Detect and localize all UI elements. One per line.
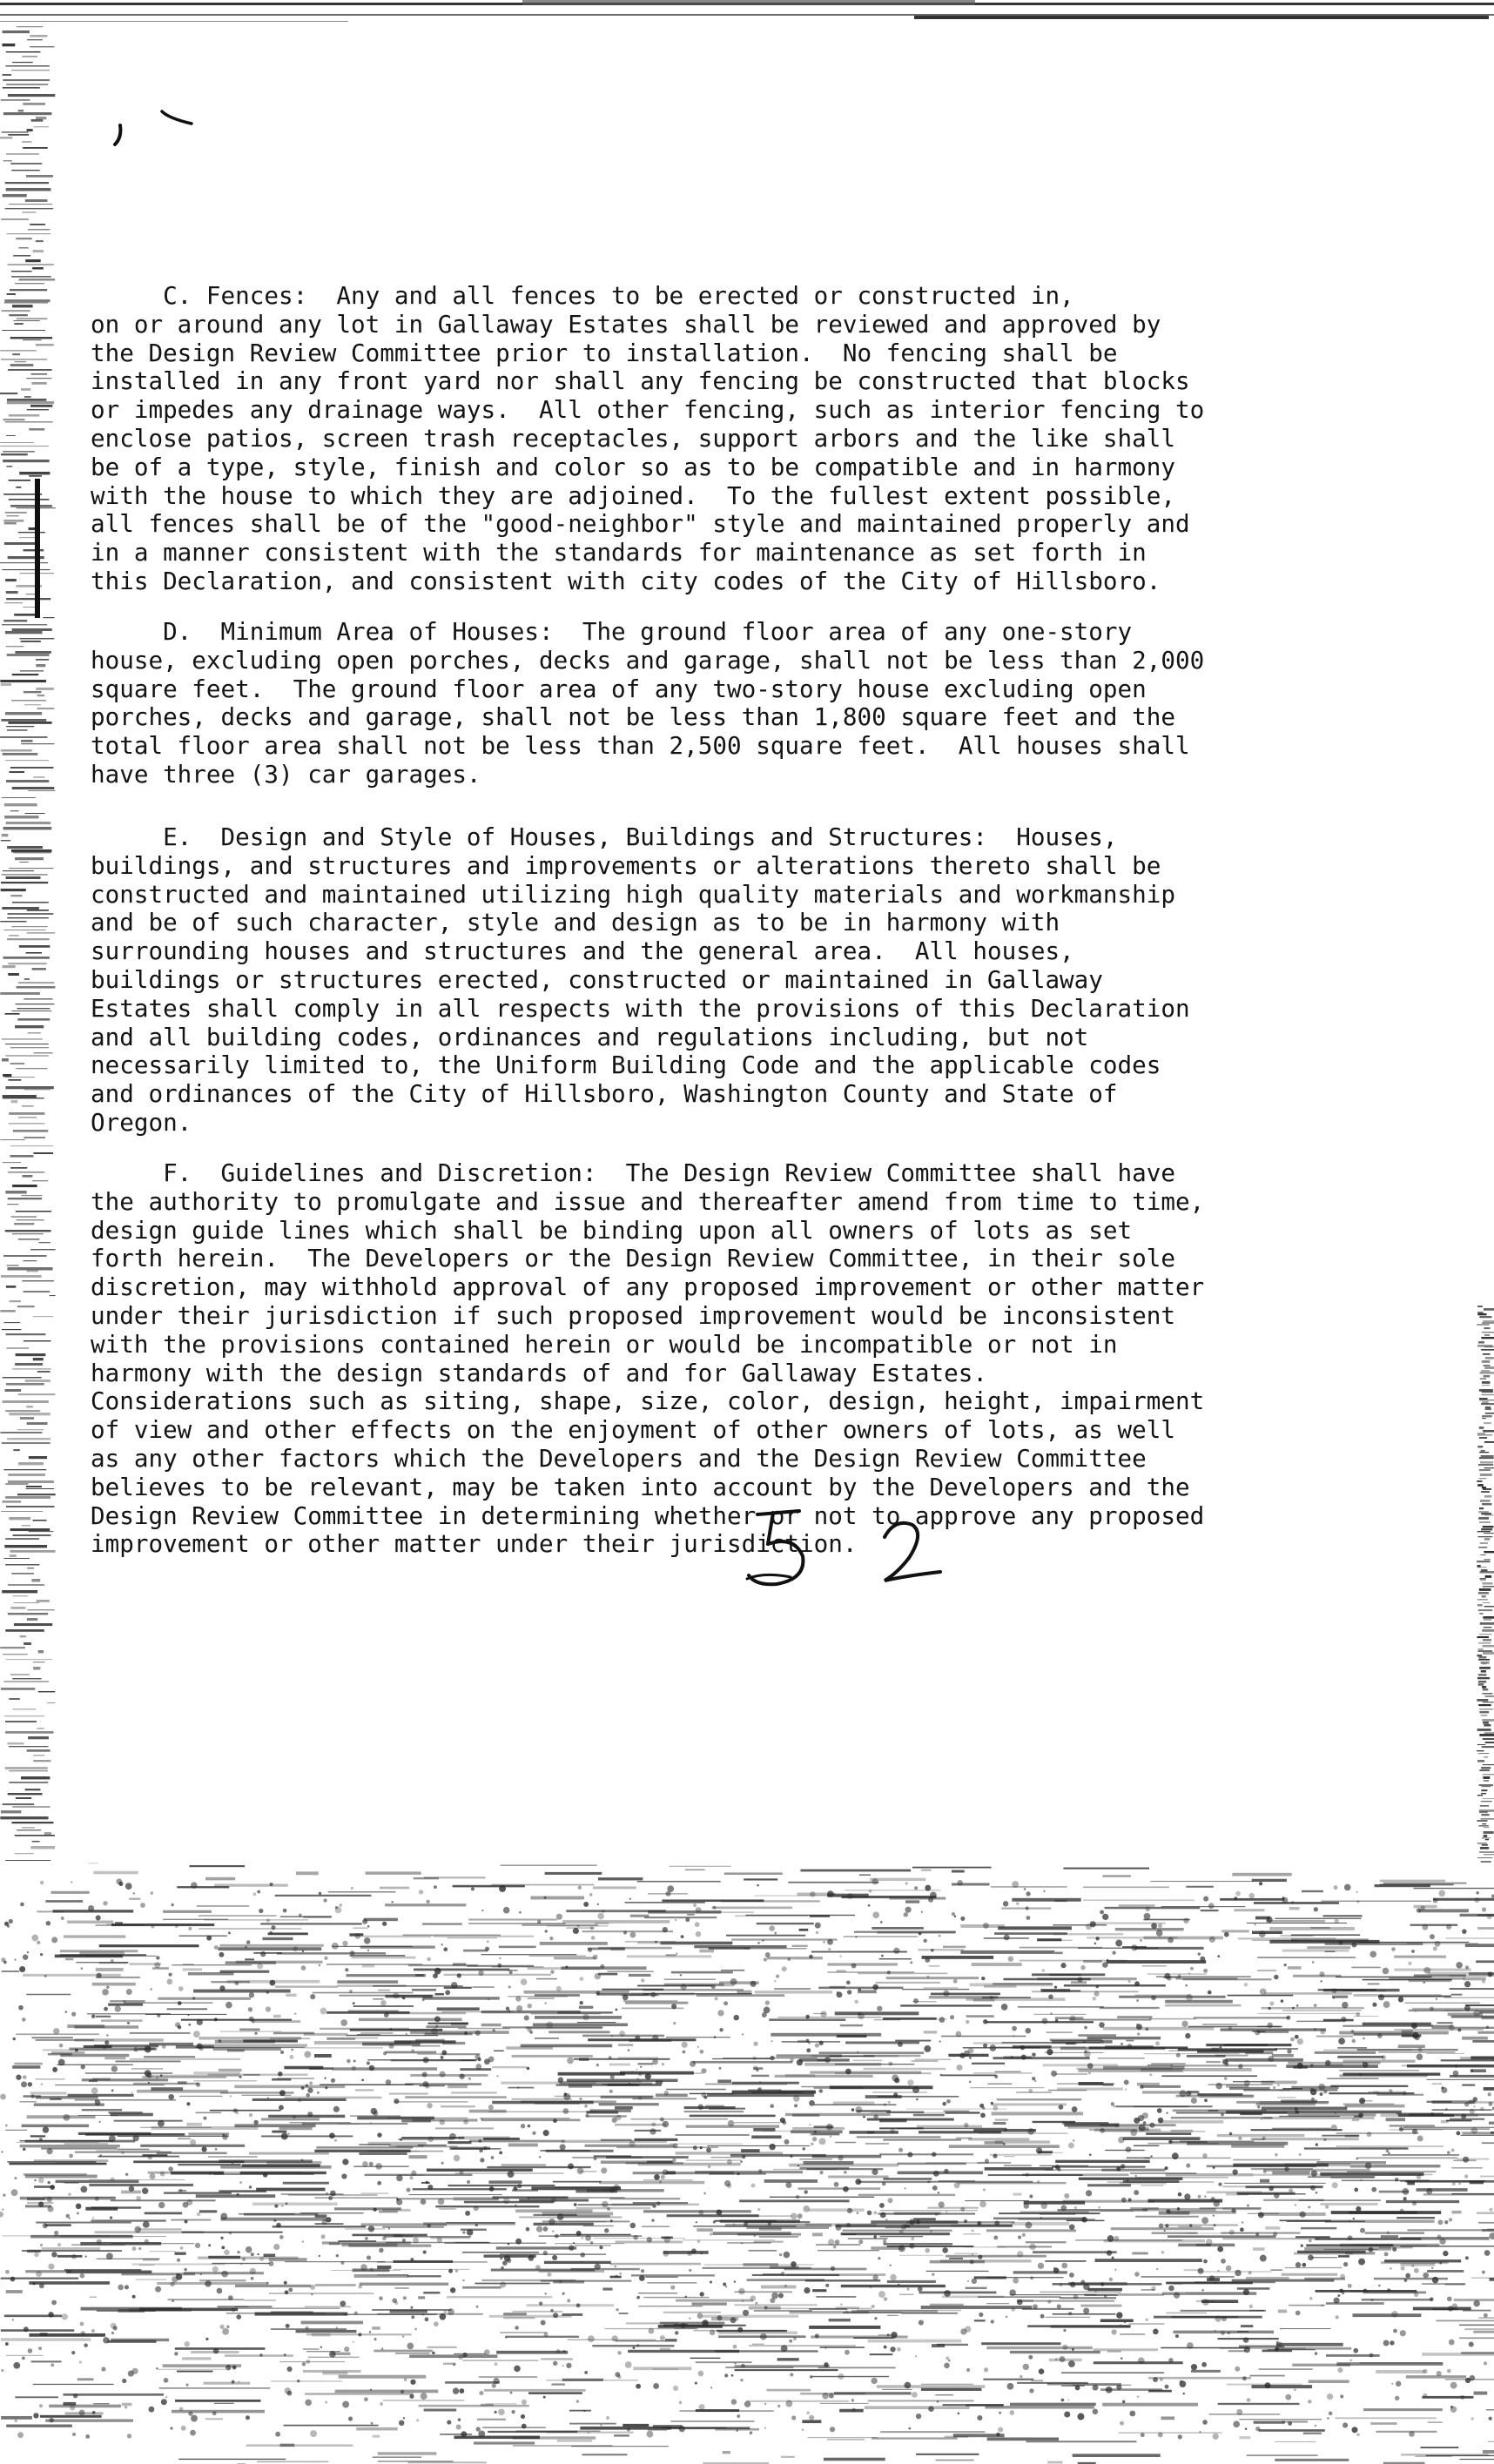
text-line: Considerations such as siting, shape, size, color, design, height, impairment [91,1386,1205,1416]
text-line: design guide lines which shall be binding upon all owners of lots as set [91,1215,1133,1245]
text-line: and all building codes, ordinances and regulations including, but not [91,1022,1089,1051]
text-line: harmony with the design standards of and for Gallaway Estates. [91,1358,987,1387]
text-line: C. Fences: Any and all fences to be erected or constructed in, [91,281,1074,310]
text-line: E. Design and Style of Houses, Buildings and Structures: Houses, [91,822,1118,851]
text-line: house, excluding open porches, decks and garage, shall not be less than 2,000 [91,645,1205,675]
text-line: D. Minimum Area of Houses: The ground floor area of any one-story [91,617,1133,646]
text-line: Oregon. [91,1107,192,1137]
text-line: have three (3) car garages. [91,759,481,789]
paragraph-minimum-area [91,618,1449,789]
text-line: with the provisions contained herein or would be incompatible or not in [91,1329,1118,1359]
text-line: and ordinances of the City of Hillsboro, Washington County and State of [91,1079,1118,1109]
text-line: of view and other effects on the enjoyment of other owners of lots, as well [91,1415,1175,1445]
text-line: constructed and maintained utilizing high quality materials and workmanship [91,879,1175,909]
handwritten-mark [108,103,212,164]
text-line: believes to be relevant, may be taken into account by the Developers and the [91,1472,1190,1501]
paragraph-design-style [91,823,1449,1138]
text-line: the Design Review Committee prior to installation. No fencing shall be [91,338,1118,367]
text-line: or impedes any drainage ways. All other fencing, such as interior fencing to [91,395,1205,425]
text-line: and be of such character, style and design as to be in harmony with [91,908,1060,937]
text-line: in a manner consistent with the standards for maintenance as set forth in [91,538,1147,567]
text-line: F. Guidelines and Discretion: The Design Review Committee shall have [91,1158,1175,1187]
paragraph-fences [91,282,1449,596]
text-line: under their jurisdiction if such proposed improvement would be inconsistent [91,1300,1175,1330]
text-line: be of a type, style, finish and color so as to be compatible and in harmony [91,452,1175,481]
text-line: porches, decks and garage, shall not be less than 1,800 square feet and the [91,702,1175,732]
text-line: installed in any front yard nor shall any fencing be constructed that blocks [91,366,1190,396]
text-line: buildings or structures erected, constructed or maintained in Gallaway [91,964,1103,994]
text-line: all fences shall be of the "good-neighbor" style and maintained properly and [91,509,1190,539]
text-line: forth herein. The Developers or the Design Review Committee, in their sole [91,1244,1175,1273]
text-line: Design Review Committee in determining whether or not to approve any proposed [91,1501,1205,1530]
scan-artifact-bottom [0,1863,1494,2464]
handwritten-page-number [738,1499,965,1603]
text-line: buildings, and structures and improvements or alterations thereto shall be [91,850,1161,880]
text-line: on or around any lot in Gallaway Estates shall be reviewed and approved by [91,309,1161,339]
text-line: as any other factors which the Developers and the Design Review Committee [91,1443,1147,1473]
text-line: surrounding houses and structures and the general area. All houses, [91,937,1074,966]
text-line: this Declaration, and consistent with city codes of the City of Hillsboro. [91,566,1161,595]
text-line: square feet. The ground floor area of any two-story house excluding open [91,674,1147,703]
text-line: Estates shall comply in all respects with the provisions of this Declaration [91,993,1190,1023]
text-line: enclose patios, screen trash receptacles, support arbors and the like shall [91,423,1175,453]
text-line: total floor area shall not be less than 2,500 square feet. All houses shall [91,731,1190,761]
text-line: the authority to promulgate and issue and thereafter amend from time to time, [91,1186,1205,1216]
text-line: with the house to which they are adjoined. To the fullest extent possible, [91,480,1175,510]
text-line: necessarily limited to, the Uniform Building Code and the applicable codes [91,1051,1161,1080]
text-line: discretion, may withhold approval of any proposed improvement or other matter [91,1272,1205,1302]
text-line: improvement or other matter under their jurisdiction. [91,1529,858,1559]
